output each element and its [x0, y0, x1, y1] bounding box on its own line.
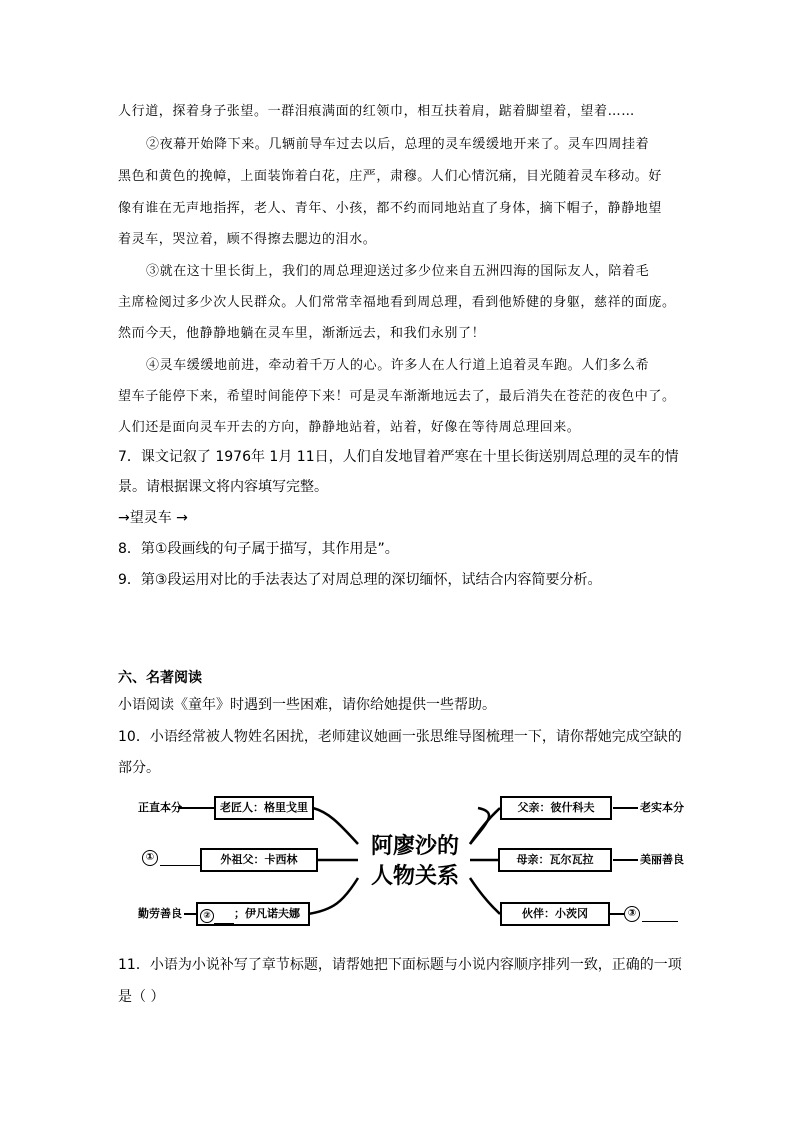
center-title-line-1: 阿廖沙的: [370, 834, 459, 859]
answer-blank-3[interactable]: [642, 921, 678, 922]
mind-map: [138, 792, 684, 932]
question-11-line-2: 是（ ）: [118, 989, 165, 1005]
passage-line: 像有谁在无声地指挥，老人、青年、小孩，都不约而同地站直了身体，摘下帽子，静静地望: [118, 201, 663, 216]
answer-blank-1[interactable]: [160, 865, 200, 866]
connector-line: [470, 878, 500, 914]
question-8: 8．第①段画线的句子属于描写，其作用是”。: [118, 541, 399, 557]
passage-line: ②夜幕开始降下来。几辆前导车过去以后，总理的灵车缓缓地开来了。灵车四周挂着: [146, 137, 650, 152]
section-intro: 小语阅读《童年》时遇到一些困难，请你给她提供一些帮助。: [118, 697, 496, 713]
question-11-line-1: 11．小语为小说补写了章节标题，请帮她把下面标题与小说内容顺序排列一致，正确的一项: [118, 957, 682, 973]
question-7-line-2: 景。请根据课文将内容填写完整。: [118, 479, 328, 495]
blank-marker-2: ②: [200, 909, 214, 923]
question-10-line-1: 10．小语经常被人物姓名困扰，老师建议她画一张思维导图梳理一下，请你帮她完成空缺的: [118, 729, 682, 745]
question-9: 9．第③段运用对比的手法表达了对周总理的深切缅怀，试结合内容简要分析。: [118, 572, 602, 588]
passage-line: 着灵车，哭泣着，顾不得擦去腮边的泪水。: [118, 232, 377, 247]
connector-line: [308, 878, 358, 914]
trait-label: 勤劳善良: [138, 907, 182, 920]
trait-label: 美丽善良: [640, 853, 684, 866]
answer-blank-2[interactable]: [214, 911, 234, 924]
character-box: 母亲：瓦尔瓦拉: [498, 848, 612, 872]
question-7-flow: →望灵车 →: [118, 510, 188, 526]
mind-map-center: [360, 832, 470, 892]
question-10-line-2: 部分。: [118, 760, 160, 776]
character-box: 外祖父：卡西林: [200, 848, 318, 872]
passage-line: 人行道，探着身子张望。一群泪痕满面的红领巾，相互扶着肩，踮着脚望着，望着……: [118, 104, 635, 119]
passage-line: ④灵车缓缓地前进，牵动着千万人的心。许多人在人行道上追着灵车跑。人们多么希: [146, 358, 650, 373]
character-box: 伙伴：小茨冈: [500, 902, 610, 926]
passage-line: 人们还是面向灵车开去的方向，静静地站着，站着，好像在等待周总理回来。: [118, 420, 581, 435]
character-box: 父亲：彼什科夫: [500, 796, 612, 820]
passage-line: 然而今天，他静静地躺在灵车里，渐渐远去，和我们永别了！: [118, 326, 486, 341]
character-box: 老匠人：格里戈里: [214, 796, 314, 820]
blank-marker-3: ③: [624, 906, 640, 922]
passage-line: 黑色和黄色的挽幛，上面装饰着白花，庄严，肃穆。人们心情沉痛，目光随着灵车移动。好: [118, 169, 663, 184]
section-title: 六、名著阅读: [118, 670, 202, 686]
connector-line: [313, 808, 358, 844]
trait-label: 正直本分: [138, 801, 182, 814]
question-7-line-1: 7．课文记叙了 1976年 1月 11日，人们自发地冒着严寒在十里长街送别周总理的灵车的情: [118, 449, 679, 465]
center-title-line-2: 人物关系: [370, 864, 459, 889]
passage-line: ③就在这十里长街上，我们的周总理迎送过多少位来自五洲四海的国际友人，陪着毛: [146, 264, 650, 279]
passage-line: 望车子能停下来，希望时间能停下来！可是灵车渐渐地远去了，最后消失在苍茫的夜色中了。: [118, 389, 676, 404]
character-name: ；伊凡诺夫娜: [234, 907, 300, 920]
trait-label: 老实本分: [640, 801, 684, 814]
blank-marker-1: ①: [142, 850, 158, 866]
character-box: [196, 902, 310, 926]
passage-line: 主席检阅过多少次人民群众。人们常常幸福地看到周总理，看到他矫健的身躯，慈祥的面庞。: [118, 295, 676, 310]
